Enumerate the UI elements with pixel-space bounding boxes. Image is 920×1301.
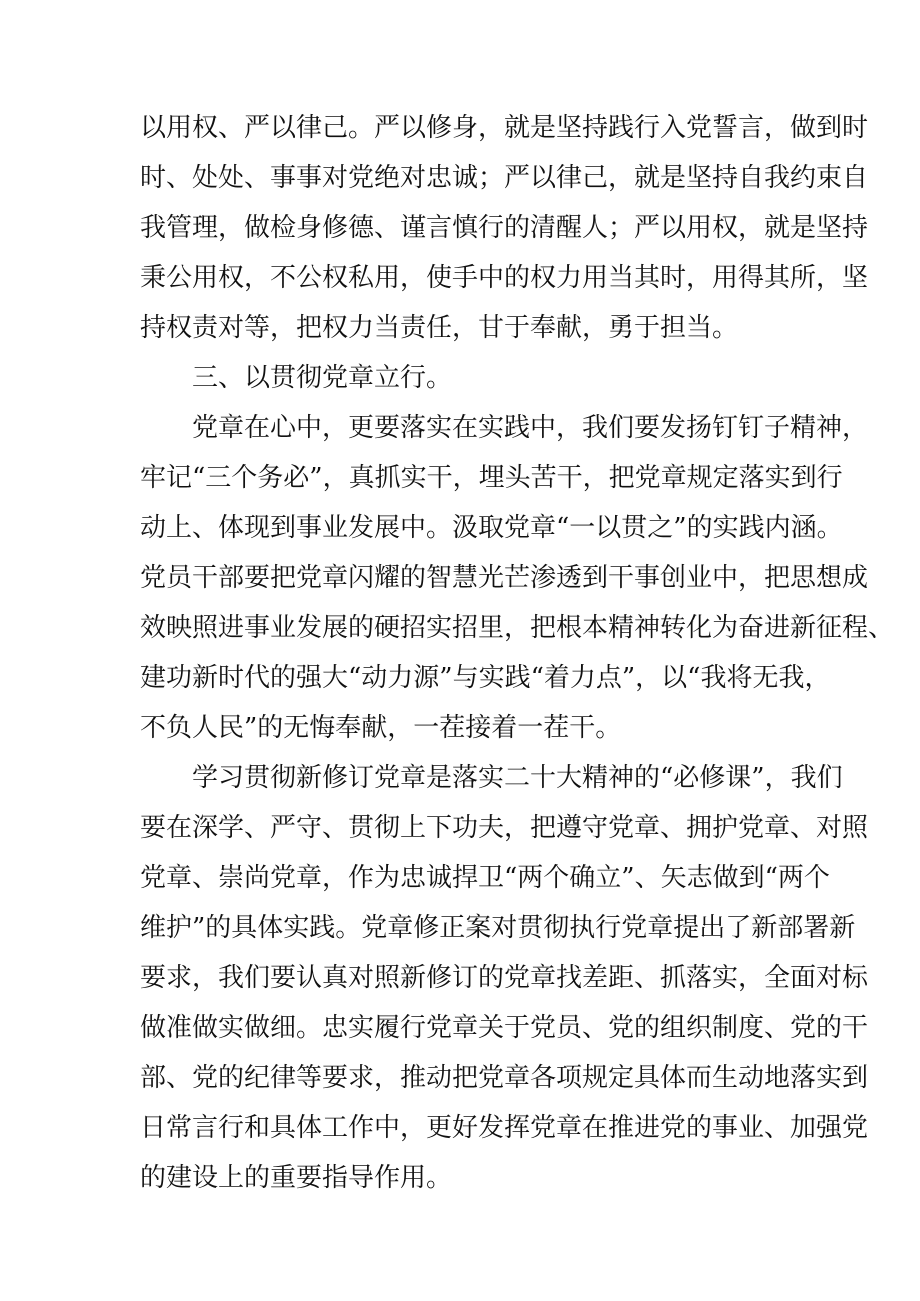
text-line-3: 我管理，做检身修德、谨言慎行的清醒人；严以用权，就是坚持 [140, 213, 869, 243]
text-line-2: 时、处处、事事对党绝对忠诚；严以律己，就是坚持自我约束自 [140, 163, 869, 193]
text-line-18: 要求，我们要认真对照新修订的党章找差距、抓落实，全面对标 [140, 963, 869, 993]
text-line-19: 做准做实做细。忠实履行党章关于党员、党的组织制度、党的干 [140, 1013, 869, 1043]
text-line-11: 效映照进事业发展的硬招实招里，把根本精神转化为奋进新征程、 [140, 613, 895, 643]
text-line-20: 部、党的纪律等要求，推动把党章各项规定具体而生动地落实到 [140, 1063, 869, 1093]
text-line-16: 党章、崇尚党章，作为忠诚捍卫“两个确立”、矢志做到“两个 [140, 863, 830, 893]
text-line-9: 动上、体现到事业发展中。汲取党章“一以贯之”的实践内涵。 [140, 513, 843, 543]
text-line-17: 维护”的具体实践。党章修正案对贯彻执行党章提出了新部署新 [140, 913, 856, 943]
text-line-1: 以用权、严以律己。严以修身，就是坚持践行入党誓言，做到时 [140, 113, 869, 143]
text-line-7: 党章在心中，更要落实在实践中，我们要发扬钉钉子精神， [192, 413, 869, 443]
text-line-4: 秉公用权，不公权私用，使手中的权力用当其时，用得其所，坚 [140, 263, 869, 293]
text-line-13: 不负人民”的无悔奉献，一茬接着一茬干。 [140, 713, 622, 743]
text-line-8: 牢记“三个务必”，真抓实干，埋头苦干，把党章规定落实到行 [140, 463, 843, 493]
text-line-5: 持权责对等，把权力当责任，甘于奉献，勇于担当。 [140, 313, 739, 343]
text-line-21: 日常言行和具体工作中，更好发挥党章在推进党的事业、加强党 [140, 1113, 869, 1143]
text-line-22: 的建设上的重要指导作用。 [140, 1163, 453, 1193]
text-line-15: 要在深学、严守、贯彻上下功夫，把遵守党章、拥护党章、对照 [140, 813, 869, 843]
text-line-12: 建功新时代的强大“动力源”与实践“着力点”，以“我将无我， [140, 663, 831, 693]
text-line-14: 学习贯彻新修订党章是落实二十大精神的“必修课”，我们 [192, 763, 843, 793]
section-heading: 三、以贯彻党章立行。 [192, 363, 453, 393]
text-line-10: 党员干部要把党章闪耀的智慧光芒渗透到干事创业中，把思想成 [140, 563, 869, 593]
